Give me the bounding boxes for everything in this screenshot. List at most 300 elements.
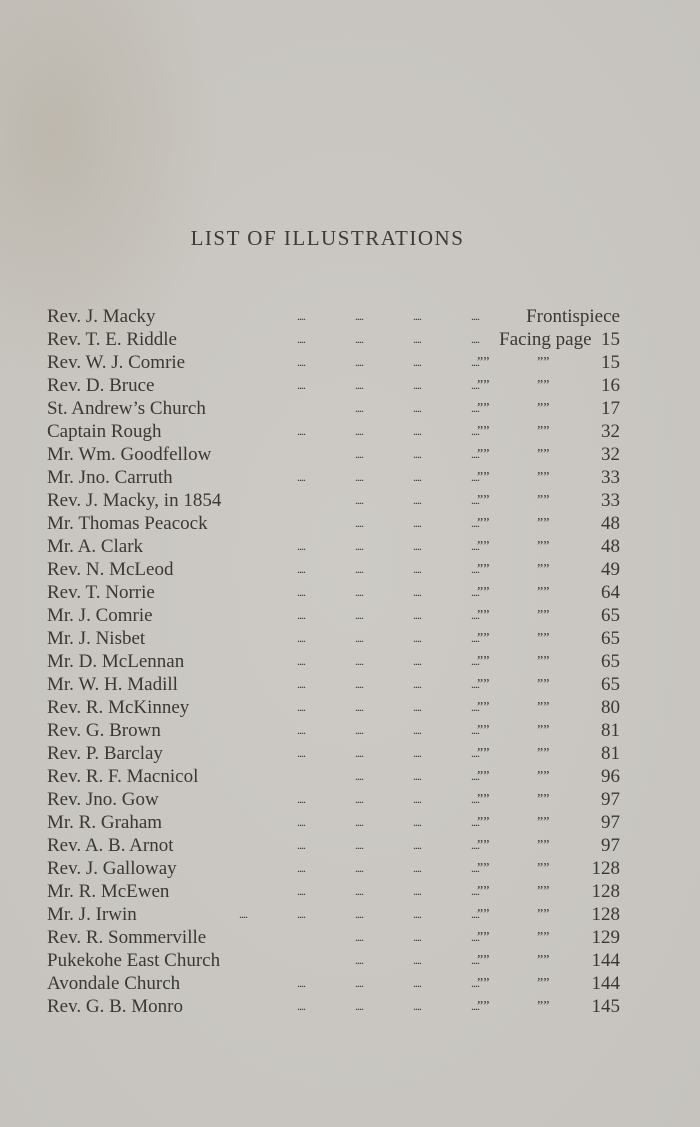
ditto-mark: ””: [537, 861, 550, 876]
dot-leaders: [297, 972, 497, 995]
illustration-name: Mr. J. Irwin: [47, 904, 137, 925]
list-item: [47, 765, 620, 788]
ditto-mark: ””: [477, 815, 490, 830]
dot-leader: ....: [355, 562, 363, 576]
dot-leader: ....: [297, 999, 305, 1013]
list-item: [47, 604, 620, 627]
dot-leader: ....: [297, 424, 305, 438]
dot-leaders: [297, 351, 497, 374]
dot-leader: ....: [297, 723, 305, 737]
dot-leader: ....: [355, 424, 363, 438]
page-reference: 15: [601, 352, 620, 373]
dot-leader: ....: [413, 332, 421, 346]
dot-leader: ....: [471, 746, 479, 760]
ditto-mark: ””: [477, 562, 490, 577]
dot-leader: ....: [239, 907, 247, 921]
dot-leader: ....: [471, 355, 479, 369]
ditto-mark: ””: [537, 907, 550, 922]
list-item: [47, 742, 620, 765]
dot-leader: ....: [297, 608, 305, 622]
dot-leader: ....: [471, 516, 479, 530]
dot-leader: ....: [297, 907, 305, 921]
ditto-mark: ””: [537, 562, 550, 577]
dot-leader: ....: [355, 999, 363, 1013]
dot-leaders: [297, 673, 497, 696]
ditto-mark: ””: [537, 999, 550, 1014]
dot-leader: ....: [413, 792, 421, 806]
dot-leaders: [297, 880, 497, 903]
ditto-mark: ””: [477, 677, 490, 692]
dot-leader: ....: [413, 677, 421, 691]
illustration-name: Rev. J. Macky: [47, 306, 156, 327]
list-item: [47, 719, 620, 742]
dot-leader: ....: [471, 792, 479, 806]
page-reference: 48: [601, 536, 620, 557]
dot-leader: ....: [355, 769, 363, 783]
dot-leader: ....: [413, 907, 421, 921]
illustration-name: Mr. R. McEwen: [47, 881, 170, 902]
dot-leader: ....: [471, 332, 479, 346]
dot-leader: ....: [471, 930, 479, 944]
dot-leaders: [297, 512, 497, 535]
page-reference: 64: [601, 582, 620, 603]
dot-leaders: [239, 903, 497, 926]
list-item: [47, 811, 620, 834]
ditto-mark: ””: [477, 999, 490, 1014]
illustration-name: Mr. W. H. Madill: [47, 674, 178, 695]
illustration-name: Rev. T. Norrie: [47, 582, 155, 603]
dot-leader: ....: [355, 355, 363, 369]
page-reference: 65: [601, 628, 620, 649]
ditto-mark: ””: [537, 516, 550, 531]
illustration-name: Captain Rough: [47, 421, 162, 442]
dot-leader: ....: [297, 355, 305, 369]
list-item: [47, 328, 620, 351]
dot-leaders: [297, 443, 497, 466]
dot-leaders: [297, 466, 497, 489]
dot-leader: ....: [355, 677, 363, 691]
page-reference: 81: [601, 720, 620, 741]
dot-leader: ....: [413, 953, 421, 967]
list-item: [47, 650, 620, 673]
ditto-mark: ””: [537, 355, 550, 370]
illustration-name: Rev. N. McLeod: [47, 559, 174, 580]
ditto-mark: ””: [537, 838, 550, 853]
illustration-name: Mr. Thomas Peacock: [47, 513, 208, 534]
page-reference: 128: [591, 858, 620, 879]
page-reference: 129: [591, 927, 620, 948]
dot-leaders: [297, 995, 497, 1018]
dot-leaders: [297, 558, 497, 581]
dot-leader: ....: [471, 424, 479, 438]
illustration-name: Mr. D. McLennan: [47, 651, 185, 672]
ditto-mark: ””: [537, 976, 550, 991]
dot-leaders: [297, 650, 497, 673]
ditto-mark: ””: [537, 677, 550, 692]
dot-leader: ....: [355, 976, 363, 990]
dot-leader: ....: [297, 792, 305, 806]
dot-leader: ....: [413, 378, 421, 392]
page-reference: Frontispiece: [526, 306, 620, 327]
ditto-mark: ””: [477, 700, 490, 715]
page-title: LIST OF ILLUSTRATIONS: [190, 226, 465, 250]
dot-leader: ....: [471, 608, 479, 622]
illustration-name: Rev. J. Macky, in 1854: [47, 490, 222, 511]
list-item: [47, 972, 620, 995]
illustration-name: Rev. R. F. Macnicol: [47, 766, 199, 787]
illustration-name: Rev. R. Sommerville: [47, 927, 207, 948]
list-item: [47, 673, 620, 696]
page-reference: 145: [591, 996, 620, 1017]
page-reference: Facing page 15: [499, 329, 620, 350]
ditto-mark: ””: [477, 769, 490, 784]
dot-leader: ....: [413, 493, 421, 507]
illustration-name: Mr. Wm. Goodfellow: [47, 444, 212, 465]
page-reference: 32: [601, 444, 620, 465]
page-reference: 144: [591, 973, 620, 994]
dot-leader: ....: [471, 769, 479, 783]
ditto-mark: ””: [477, 861, 490, 876]
dot-leaders: [297, 742, 497, 765]
dot-leader: ....: [471, 309, 479, 323]
dot-leader: ....: [471, 815, 479, 829]
dot-leader: ....: [413, 700, 421, 714]
list-item: [47, 926, 620, 949]
list-item: [47, 627, 620, 650]
dot-leader: ....: [355, 332, 363, 346]
illustration-name: Mr. R. Graham: [47, 812, 163, 833]
ditto-mark: ””: [477, 585, 490, 600]
dot-leader: ....: [355, 838, 363, 852]
ditto-mark: ””: [477, 470, 490, 485]
dot-leader: ....: [413, 976, 421, 990]
dot-leader: ....: [413, 585, 421, 599]
dot-leader: ....: [413, 608, 421, 622]
ditto-mark: ””: [537, 723, 550, 738]
dot-leader: ....: [471, 884, 479, 898]
page-reference: 97: [601, 835, 620, 856]
dot-leader: ....: [413, 861, 421, 875]
dot-leaders: [297, 788, 497, 811]
ditto-mark: ””: [477, 930, 490, 945]
dot-leader: ....: [297, 539, 305, 553]
dot-leaders: [297, 328, 497, 351]
page-reference: 81: [601, 743, 620, 764]
dot-leader: ....: [413, 769, 421, 783]
dot-leader: ....: [355, 907, 363, 921]
ditto-mark: ””: [477, 355, 490, 370]
dot-leader: ....: [355, 516, 363, 530]
dot-leader: ....: [355, 861, 363, 875]
list-item: [47, 489, 620, 512]
ditto-mark: ””: [477, 953, 490, 968]
list-item: [47, 581, 620, 604]
page-reference: 33: [601, 467, 620, 488]
list-item: [47, 995, 620, 1018]
dot-leader: ....: [355, 631, 363, 645]
illustration-name: Pukekohe East Church: [47, 950, 221, 971]
ditto-mark: ””: [477, 447, 490, 462]
dot-leader: ....: [413, 539, 421, 553]
dot-leader: ....: [297, 378, 305, 392]
dot-leader: ....: [471, 493, 479, 507]
dot-leaders: [297, 811, 497, 834]
illustration-name: Rev. R. McKinney: [47, 697, 190, 718]
dot-leader: ....: [471, 999, 479, 1013]
illustration-name: St. Andrew’s Church: [47, 398, 206, 419]
ditto-mark: ””: [537, 884, 550, 899]
list-item: [47, 834, 620, 857]
list-item: [47, 397, 620, 420]
dot-leader: ....: [471, 631, 479, 645]
ditto-mark: ””: [537, 378, 550, 393]
ditto-mark: ””: [537, 424, 550, 439]
dot-leaders: [297, 535, 497, 558]
dot-leader: ....: [413, 355, 421, 369]
dot-leaders: [297, 420, 497, 443]
dot-leader: ....: [413, 447, 421, 461]
ditto-mark: ””: [477, 493, 490, 508]
dot-leader: ....: [355, 378, 363, 392]
ditto-mark: ””: [537, 493, 550, 508]
dot-leader: ....: [297, 332, 305, 346]
dot-leader: ....: [471, 378, 479, 392]
dot-leader: ....: [413, 999, 421, 1013]
list-item: [47, 535, 620, 558]
dot-leaders: [297, 374, 497, 397]
list-item: [47, 558, 620, 581]
list-item: [47, 788, 620, 811]
ditto-mark: ””: [477, 746, 490, 761]
dot-leader: ....: [471, 700, 479, 714]
dot-leader: ....: [355, 953, 363, 967]
dot-leader: ....: [471, 861, 479, 875]
page-reference: 96: [601, 766, 620, 787]
ditto-mark: ””: [537, 953, 550, 968]
list-item: [47, 305, 620, 328]
dot-leader: ....: [297, 654, 305, 668]
ditto-mark: ””: [537, 539, 550, 554]
dot-leader: ....: [355, 539, 363, 553]
ditto-mark: ””: [477, 401, 490, 416]
dot-leader: ....: [297, 838, 305, 852]
illustration-name: Rev. W. J. Comrie: [47, 352, 186, 373]
list-item: [47, 903, 620, 926]
list-item: [47, 696, 620, 719]
page-reference: 32: [601, 421, 620, 442]
dot-leaders: [297, 397, 497, 420]
page-reference: 49: [601, 559, 620, 580]
dot-leaders: [297, 604, 497, 627]
page-reference: 65: [601, 651, 620, 672]
dot-leader: ....: [355, 746, 363, 760]
page-reference: 33: [601, 490, 620, 511]
ditto-mark: ””: [537, 746, 550, 761]
ditto-mark: ””: [477, 539, 490, 554]
dot-leader: ....: [413, 723, 421, 737]
dot-leader: ....: [297, 677, 305, 691]
dot-leader: ....: [355, 309, 363, 323]
dot-leader: ....: [297, 470, 305, 484]
dot-leaders: [297, 489, 497, 512]
ditto-mark: ””: [477, 378, 490, 393]
dot-leaders: [297, 765, 497, 788]
dot-leader: ....: [471, 539, 479, 553]
dot-leader: ....: [471, 723, 479, 737]
dot-leader: ....: [413, 838, 421, 852]
dot-leader: ....: [471, 401, 479, 415]
dot-leader: ....: [355, 493, 363, 507]
ditto-mark: ””: [477, 884, 490, 899]
list-item: [47, 420, 620, 443]
dot-leaders: [297, 834, 497, 857]
list-item: [47, 880, 620, 903]
ditto-mark: ””: [477, 608, 490, 623]
ditto-mark: ””: [477, 631, 490, 646]
page-reference: 128: [591, 881, 620, 902]
illustrations-list: [47, 305, 620, 1018]
ditto-mark: ””: [477, 654, 490, 669]
dot-leader: ....: [471, 654, 479, 668]
dot-leader: ....: [297, 976, 305, 990]
page-reference: 16: [601, 375, 620, 396]
dot-leader: ....: [355, 930, 363, 944]
dot-leader: ....: [413, 654, 421, 668]
dot-leader: ....: [297, 746, 305, 760]
dot-leader: ....: [297, 631, 305, 645]
illustration-name: Mr. J. Comrie: [47, 605, 153, 626]
dot-leader: ....: [297, 585, 305, 599]
list-item: [47, 857, 620, 880]
illustration-name: Mr. A. Clark: [47, 536, 144, 557]
list-item: [47, 443, 620, 466]
illustration-name: Rev. G. Brown: [47, 720, 161, 741]
dot-leaders: [297, 926, 497, 949]
page-reference: 97: [601, 789, 620, 810]
dot-leader: ....: [355, 654, 363, 668]
dot-leader: ....: [471, 562, 479, 576]
dot-leader: ....: [471, 907, 479, 921]
illustration-name: Rev. A. B. Arnot: [47, 835, 174, 856]
dot-leader: ....: [297, 861, 305, 875]
dot-leader: ....: [471, 447, 479, 461]
ditto-mark: ””: [537, 401, 550, 416]
list-item: [47, 512, 620, 535]
illustration-name: Rev. D. Bruce: [47, 375, 155, 396]
page-reference: 65: [601, 605, 620, 626]
dot-leader: ....: [355, 815, 363, 829]
illustration-name: Rev. G. B. Monro: [47, 996, 183, 1017]
ditto-mark: ””: [537, 792, 550, 807]
dot-leader: ....: [413, 746, 421, 760]
dot-leader: ....: [355, 792, 363, 806]
ditto-mark: ””: [537, 654, 550, 669]
dot-leader: ....: [297, 309, 305, 323]
dot-leader: ....: [355, 608, 363, 622]
page-reference: 80: [601, 697, 620, 718]
dot-leaders: [297, 949, 497, 972]
dot-leaders: [297, 857, 497, 880]
list-item: [47, 949, 620, 972]
ditto-mark: ””: [537, 815, 550, 830]
ditto-mark: ””: [537, 769, 550, 784]
list-item: [47, 351, 620, 374]
dot-leader: ....: [355, 700, 363, 714]
list-item: [47, 374, 620, 397]
illustration-name: Rev. P. Barclay: [47, 743, 163, 764]
illustration-name: Rev. T. E. Riddle: [47, 329, 177, 350]
dot-leader: ....: [413, 562, 421, 576]
ditto-mark: ””: [537, 608, 550, 623]
page-reference: 65: [601, 674, 620, 695]
ditto-mark: ””: [477, 838, 490, 853]
page-reference: 48: [601, 513, 620, 534]
dot-leader: ....: [471, 953, 479, 967]
ditto-mark: ””: [477, 976, 490, 991]
dot-leader: ....: [413, 401, 421, 415]
dot-leaders: [297, 696, 497, 719]
dot-leaders: [297, 305, 497, 328]
dot-leader: ....: [413, 470, 421, 484]
illustration-name: Mr. Jno. Carruth: [47, 467, 173, 488]
dot-leaders: [297, 581, 497, 604]
ditto-mark: ””: [537, 930, 550, 945]
dot-leader: ....: [297, 562, 305, 576]
ditto-mark: ””: [477, 516, 490, 531]
dot-leader: ....: [413, 631, 421, 645]
dot-leader: ....: [471, 470, 479, 484]
page-reference: 128: [591, 904, 620, 925]
ditto-mark: ””: [537, 470, 550, 485]
dot-leader: ....: [355, 884, 363, 898]
dot-leader: ....: [355, 401, 363, 415]
illustration-name: Mr. J. Nisbet: [47, 628, 146, 649]
page-reference: 17: [601, 398, 620, 419]
dot-leader: ....: [297, 884, 305, 898]
ditto-mark: ””: [477, 907, 490, 922]
dot-leader: ....: [471, 677, 479, 691]
dot-leader: ....: [355, 723, 363, 737]
illustration-name: Rev. J. Galloway: [47, 858, 177, 879]
dot-leader: ....: [471, 585, 479, 599]
list-item: [47, 466, 620, 489]
dot-leader: ....: [355, 447, 363, 461]
ditto-mark: ””: [537, 700, 550, 715]
dot-leader: ....: [297, 700, 305, 714]
dot-leader: ....: [355, 585, 363, 599]
dot-leader: ....: [413, 516, 421, 530]
page-reference: 97: [601, 812, 620, 833]
dot-leaders: [297, 627, 497, 650]
dot-leader: ....: [355, 470, 363, 484]
ditto-mark: ””: [537, 585, 550, 600]
dot-leader: ....: [471, 976, 479, 990]
ditto-mark: ””: [477, 723, 490, 738]
ditto-mark: ””: [537, 631, 550, 646]
dot-leader: ....: [413, 930, 421, 944]
ditto-mark: ””: [537, 447, 550, 462]
illustration-name: Rev. Jno. Gow: [47, 789, 159, 810]
dot-leader: ....: [413, 309, 421, 323]
dot-leader: ....: [297, 815, 305, 829]
ditto-mark: ””: [477, 792, 490, 807]
illustration-name: Avondale Church: [47, 973, 181, 994]
dot-leader: ....: [413, 815, 421, 829]
dot-leader: ....: [413, 884, 421, 898]
ditto-mark: ””: [477, 424, 490, 439]
dot-leaders: [297, 719, 497, 742]
dot-leader: ....: [471, 838, 479, 852]
